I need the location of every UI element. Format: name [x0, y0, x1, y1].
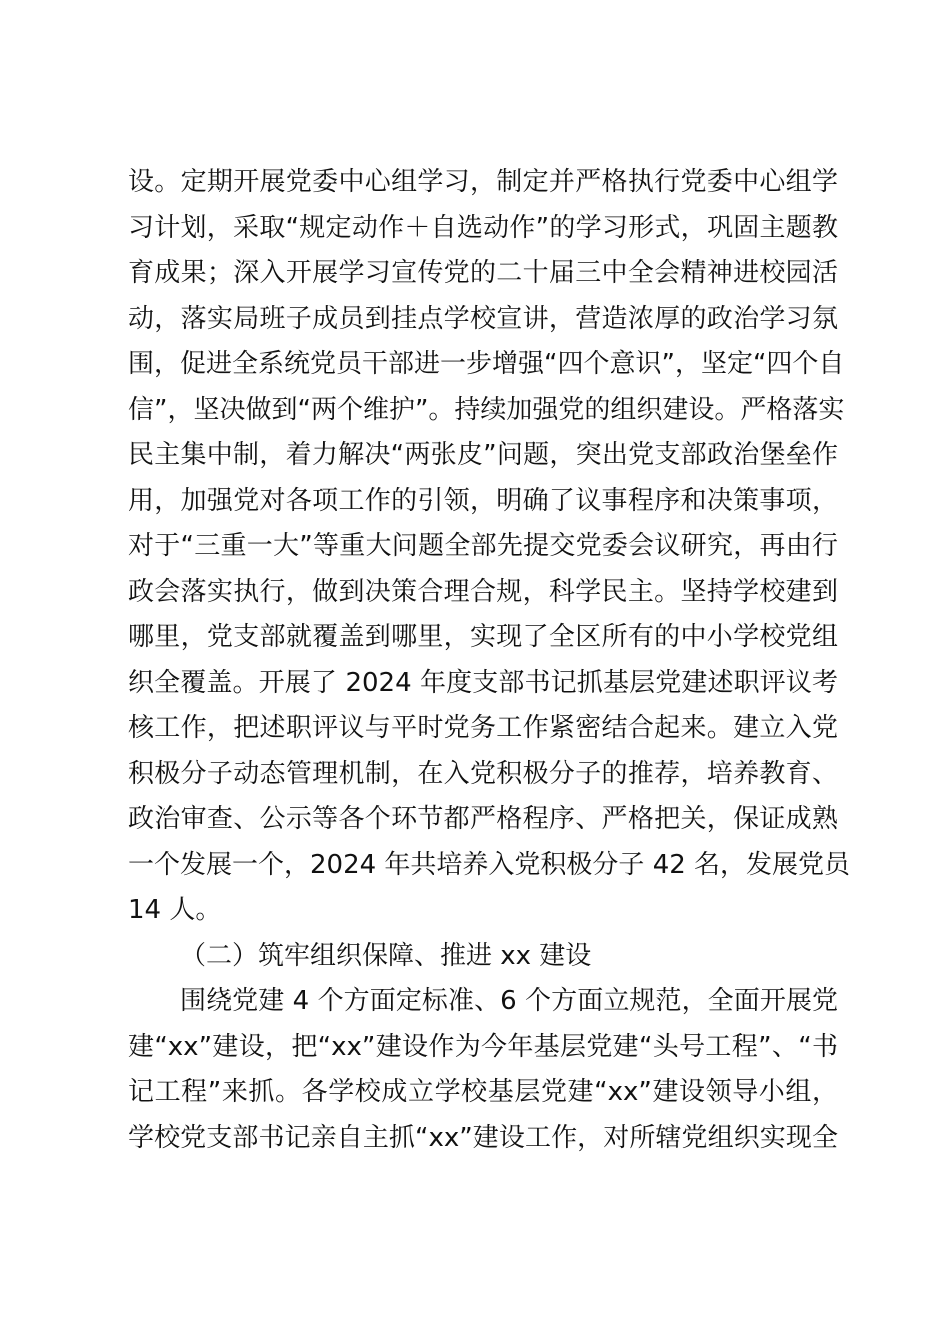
- body-line: 设。定期开展党委中心组学习，制定并严格执行党委中心组学: [128, 167, 838, 197]
- body-line: 核工作，把述职评议与平时党务工作紧密结合起来。建立入党: [128, 713, 838, 743]
- body-line: 建“xx”建设，把“xx”建设作为今年基层党建“头号工程”、“书: [128, 1031, 838, 1062]
- body-line: 14 人。: [128, 895, 222, 925]
- body-line: 学校党支部书记亲自主抓“xx”建设工作，对所辖党组织实现全: [128, 1122, 838, 1153]
- body-line: 动，落实局班子成员到挂点学校宣讲，营造浓厚的政治学习氛: [128, 303, 838, 334]
- body-line: 政治审查、公示等各个环节都严格程序、严格把关，保证成熟: [128, 804, 838, 834]
- body-line: 积极分子动态管理机制，在入党积极分子的推荐，培养教育、: [128, 758, 838, 789]
- body-line: 织全覆盖。开展了 2024 年度支部书记抓基层党建述职评议考: [128, 667, 838, 698]
- body-line: 育成果；深入开展学习宣传党的二十届三中全会精神进校园活: [128, 258, 838, 288]
- body-line: 哪里，党支部就覆盖到哪里，实现了全区所有的中小学校党组: [128, 622, 838, 652]
- body-line: 信”，坚决做到“两个维护”。持续加强党的组织建设。严格落实: [128, 394, 845, 425]
- paragraph-first-line: 围绕党建 4 个方面定标准、6 个方面立规范，全面开展党: [180, 986, 838, 1016]
- body-line: 民主集中制，着力解决“两张皮”问题，突出党支部政治堡垒作: [128, 440, 838, 470]
- body-line: 记工程”来抓。各学校成立学校基层党建“xx”建设领导小组，: [128, 1077, 838, 1107]
- body-line: 习计划，采取“规定动作＋自选动作”的学习形式，巩固主题教: [128, 212, 838, 243]
- document-body: [128, 160, 851, 1161]
- body-line: 围，促进全系统党员干部进一步增强“四个意识”，坚定“四个自: [128, 349, 845, 379]
- section-heading: （二）筑牢组织保障、推进 xx 建设: [180, 940, 592, 971]
- body-line: 政会落实执行，做到决策合理合规，科学民主。坚持学校建到: [128, 576, 838, 607]
- body-line: 用，加强党对各项工作的引领，明确了议事程序和决策事项，: [128, 485, 838, 516]
- body-line: 对于“三重一大”等重大问题全部先提交党委会议研究，再由行: [128, 531, 838, 561]
- body-line: 一个发展一个，2024 年共培养入党积极分子 42 名，发展党员: [128, 849, 851, 880]
